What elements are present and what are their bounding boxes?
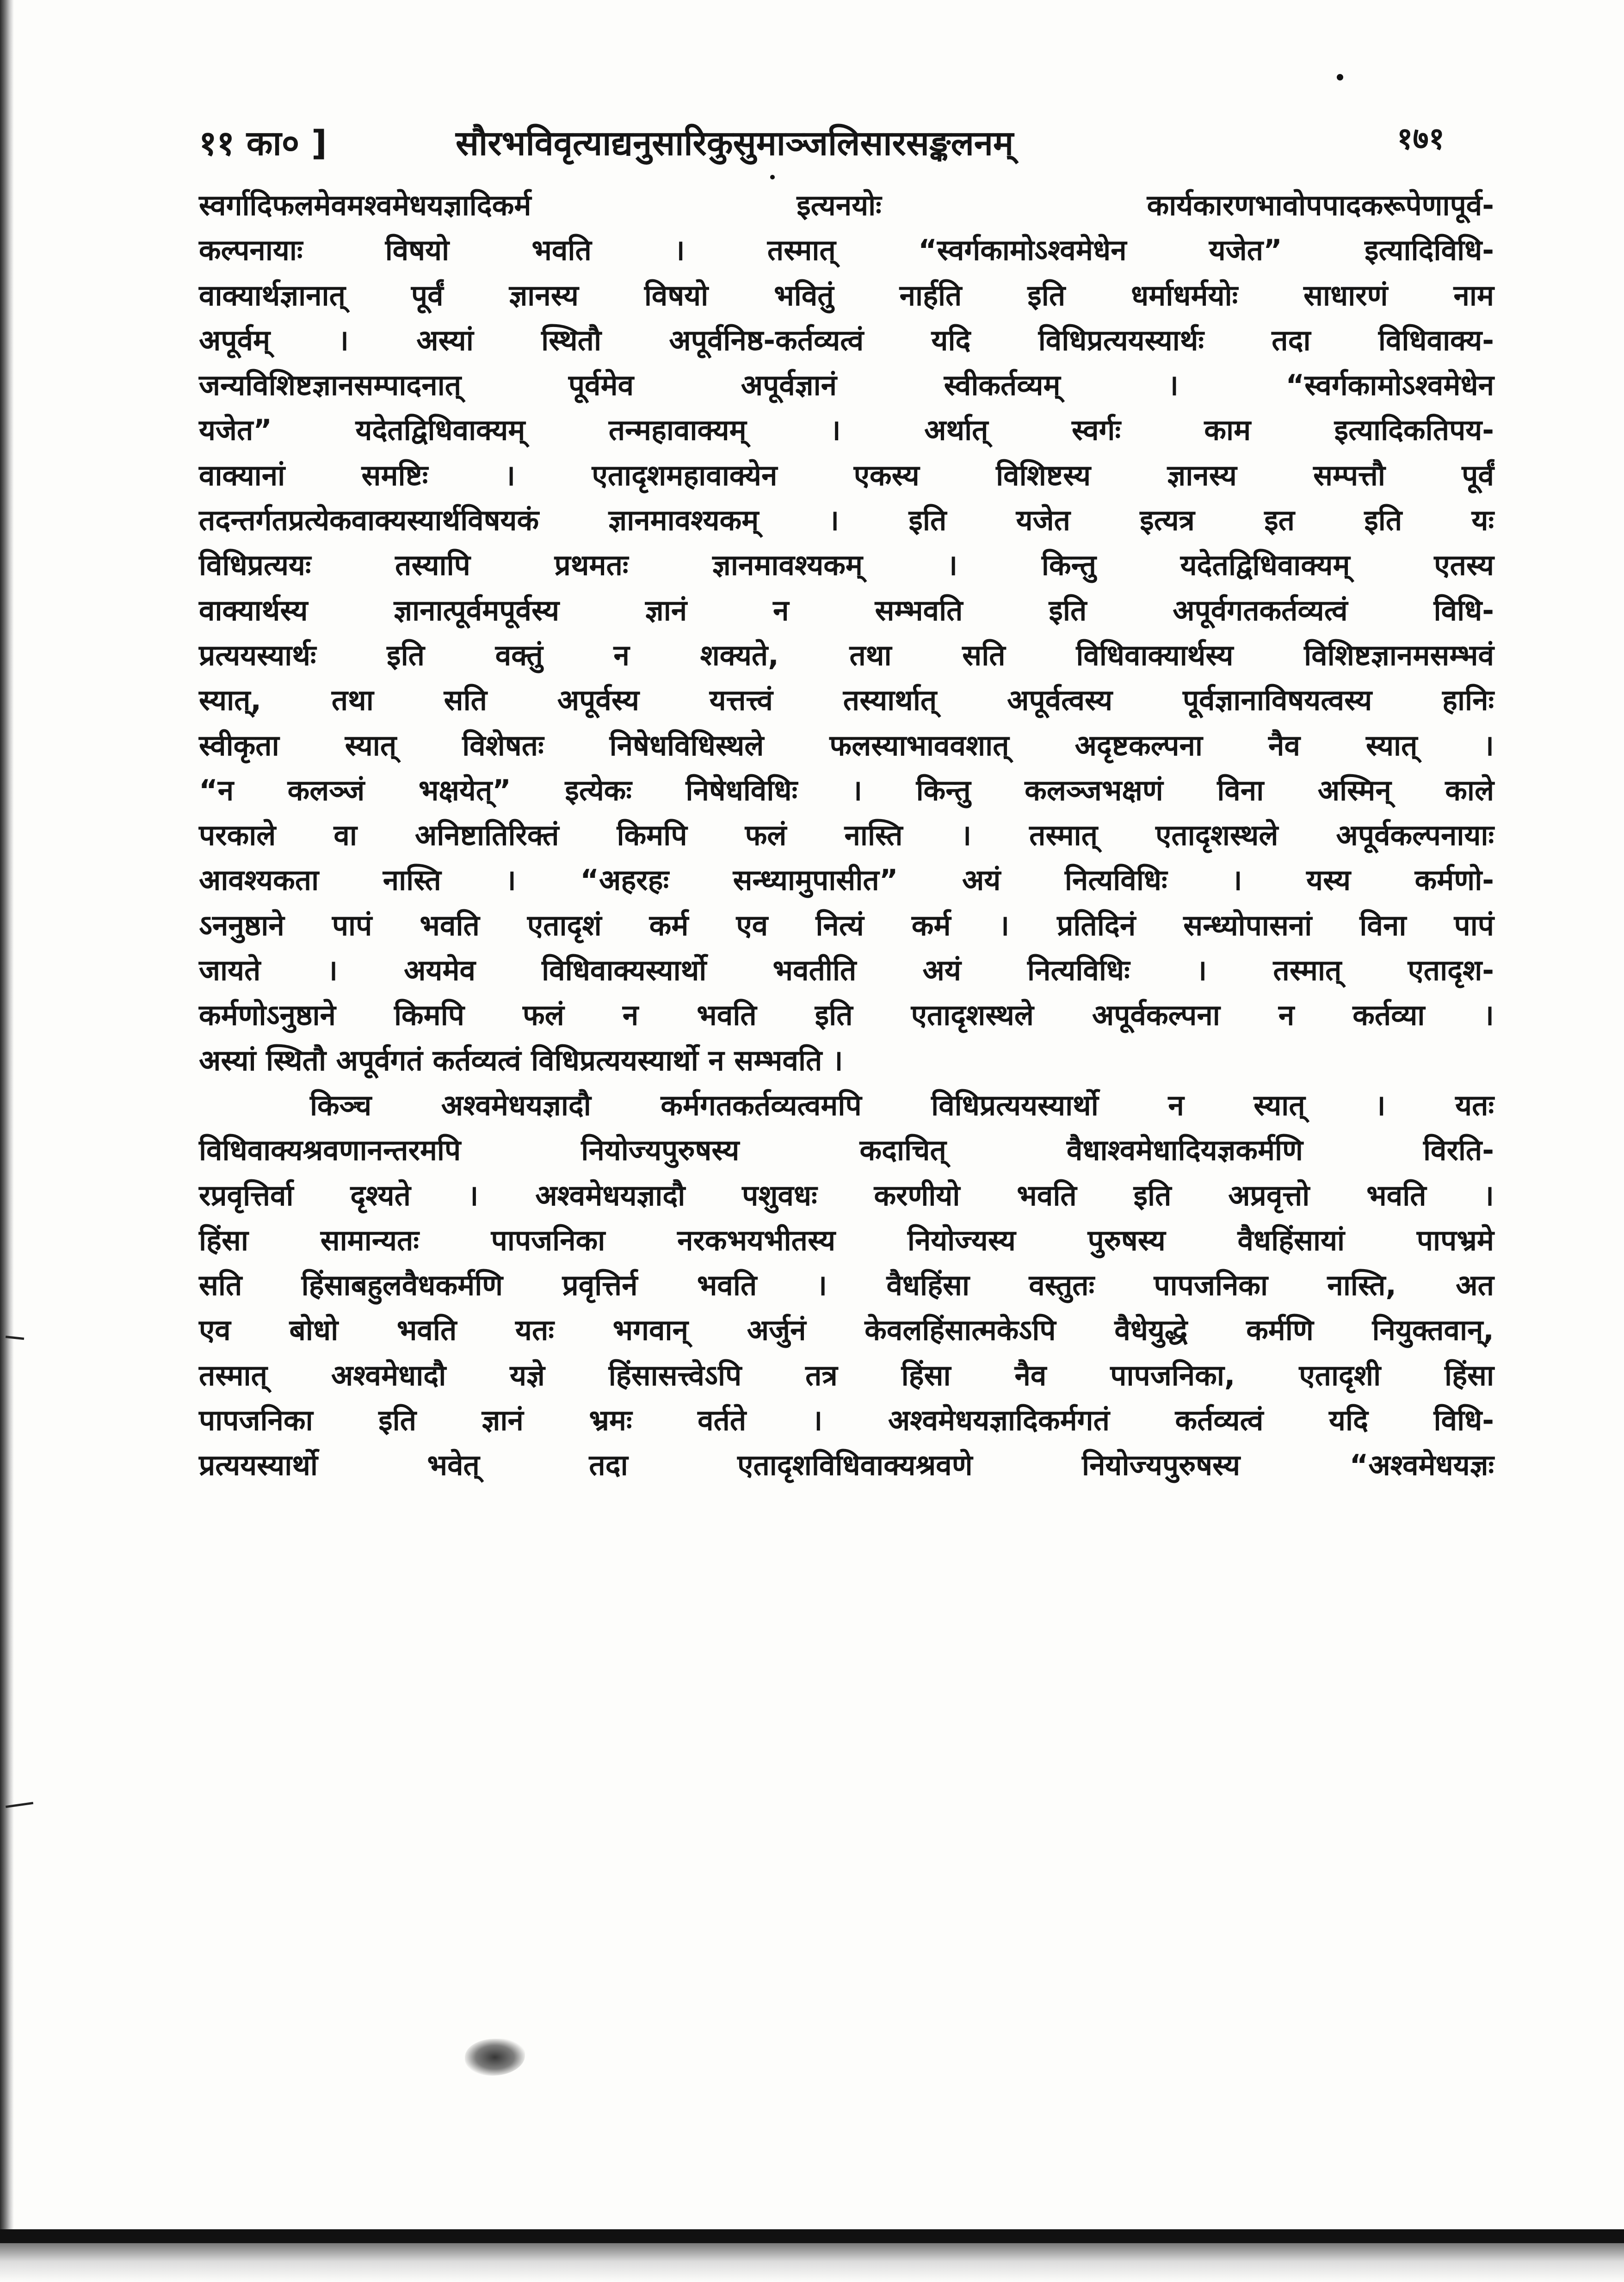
text-line: कर्मणोऽनुष्ठाने किमपि फलं न भवति इति एतादृशस्थले अपूर्वकल्पना न कर्तव्या । (199, 998, 1494, 1032)
text-line: कल्पनायाः विषयो भवति । तस्मात् “स्वर्गकामोऽश्वमेधेन यजेत” इत्यादिविधि- (199, 233, 1494, 267)
text-line: एव बोधो भवति यतः भगवान् अर्जुनं केवलहिंसात्मकेऽपि वैधेयुद्धे कर्मणि नियुक्तवान्, (199, 1313, 1494, 1347)
page-bottom-shadow (0, 2243, 1624, 2282)
text-line: सति हिंसाबहुलवैधकर्मणि प्रवृत्तिर्न भवति । वैधहिंसा वस्तुतः पापजनिका नास्ति, अत (199, 1268, 1494, 1302)
text-line: वाक्यार्थज्ञानात् पूर्वं ज्ञानस्य विषयो भवितुं नार्हति इति धर्माधर्मयोः साधारणं नाम (199, 278, 1494, 312)
text-line: प्रत्ययस्यार्थो भवेत् तदा एतादृशविधिवाक्यश्रवणे नियोज्यपुरुषस्य “अश्वमेधयज्ञः (199, 1448, 1494, 1482)
text-line: आवश्यकता नास्ति । “अहरहः सन्ध्यामुपासीत” अयं नित्यविधिः । यस्य कर्मणो- (199, 863, 1494, 897)
text-line: तस्मात् अश्वमेधादौ यज्ञे हिंसासत्त्वेऽपि तत्र हिंसा नैव पापजनिका, एतादृशी हिंसा (199, 1358, 1494, 1392)
speck (1337, 74, 1343, 80)
text-line: अपूर्वम् । अस्यां स्थितौ अपूर्वनिष्ठ-कर्तव्यत्वं यदि विधिप्रत्ययस्यार्थः तदा विधिवाक्य- (199, 323, 1494, 357)
page-number: १७१ (1397, 121, 1445, 156)
text-line: जन्यविशिष्टज्ञानसम्पादनात् पूर्वमेव अपूर्वज्ञानं स्वीकर्तव्यम् । “स्वर्गकामोऽश्वमेधेन (199, 368, 1494, 402)
speck (770, 175, 775, 179)
text-line: विधिप्रत्ययः तस्यापि प्रथमतः ज्ञानमावश्यकम् । किन्तु यदेतद्विधिवाक्यम् एतस्य (199, 548, 1494, 582)
text-line: स्वर्गादिफलमेवमश्वमेधयज्ञादिकर्म इत्यनयोः कार्यकारणभावोपपादकरूपेणापूर्व- (199, 188, 1494, 222)
text-line: परकाले वा अनिष्टातिरिक्तं किमपि फलं नास्ति । तस्मात् एतादृशस्थले अपूर्वकल्पनायाः (199, 818, 1494, 852)
running-title: सौरभविवृत्याद्यनुसारिकुसुमाञ्जलिसारसङ्कलनम् (456, 123, 1014, 163)
text-line: स्वीकृता स्यात् विशेषतः निषेधविधिस्थले फलस्याभाववशात् अदृष्टकल्पना नैव स्यात् । (199, 728, 1494, 762)
text-line: स्यात्, तथा सति अपूर्वस्य यत्तत्त्वं तस्यार्थात् अपूर्वत्वस्य पूर्वज्ञानाविषयत्वस्य हानिः (199, 683, 1494, 717)
binding-edge (0, 0, 14, 2282)
text-line: यजेत” यदेतद्विधिवाक्यम् तन्महावाक्यम् । अर्थात् स्वर्गः काम इत्यादिकतिपय- (199, 413, 1494, 447)
text-line: पापजनिका इति ज्ञानं भ्रमः वर्तते । अश्वमेधयज्ञादिकर्मगतं कर्तव्यत्वं यदि विधि- (199, 1403, 1494, 1437)
text-line: वाक्यानां समष्टिः । एतादृशमहावाक्येन एकस्य विशिष्टस्य ज्ञानस्य सम्पत्तौ पूर्वं (199, 458, 1494, 492)
chapter-marker: ११ का० ] (199, 123, 327, 163)
page-bottom-edge (0, 2229, 1624, 2243)
body-text (199, 183, 1494, 1488)
text-line: हिंसा सामान्यतः पापजनिका नरकभयभीतस्य नियोज्यस्य पुरुषस्य वैधहिंसायां पापभ्रमे (199, 1223, 1494, 1257)
text-line: ऽननुष्ठाने पापं भवति एतादृशं कर्म एव नित्यं कर्म । प्रतिदिनं सन्ध्योपासनां विना पापं (199, 908, 1494, 942)
text-line: विधिवाक्यश्रवणानन्तरमपि नियोज्यपुरुषस्य कदाचित् वैधाश्वमेधादियज्ञकर्मणि विरति- (199, 1133, 1494, 1167)
text-line: “न कलञ्जं भक्षयेत्” इत्येकः निषेधविधिः । किन्तु कलञ्जभक्षणं विना अस्मिन् काले (199, 773, 1494, 807)
ink-blot (465, 2039, 525, 2076)
paragraph-start-line: किञ्च अश्वमेधयज्ञादौ कर्मगतकर्तव्यत्वमपि विधिप्रत्ययस्यार्थो न स्यात् । यतः (310, 1088, 1494, 1122)
text-line: वाक्यार्थस्य ज्ञानात्पूर्वमपूर्वस्य ज्ञानं न सम्भवति इति अपूर्वगतकर्तव्यत्वं विधि- (199, 593, 1494, 627)
text-line: जायते । अयमेव विधिवाक्यस्यार्थो भवतीति अयं नित्यविधिः । तस्मात् एतादृश- (199, 953, 1494, 987)
paragraph-end-line: अस्यां स्थितौ अपूर्वगतं कर्तव्यत्वं विधिप्रत्ययस्यार्थो न सम्भवति । (199, 1043, 843, 1077)
running-head (0, 118, 1624, 169)
text-line: रप्रवृत्तिर्वा दृश्यते । अश्वमेधयज्ञादौ पशुवधः करणीयो भवति इति अप्रवृत्तो भवति । (199, 1178, 1494, 1212)
text-line: प्रत्ययस्यार्थः इति वक्तुं न शक्यते, तथा सति विधिवाक्यार्थस्य विशिष्टज्ञानमसम्भवं (199, 638, 1494, 672)
text-line: तदन्तर्गतप्रत्येकवाक्यस्यार्थविषयकं ज्ञानमावश्यकम् । इति यजेत इत्यत्र इत इति यः (199, 503, 1494, 537)
